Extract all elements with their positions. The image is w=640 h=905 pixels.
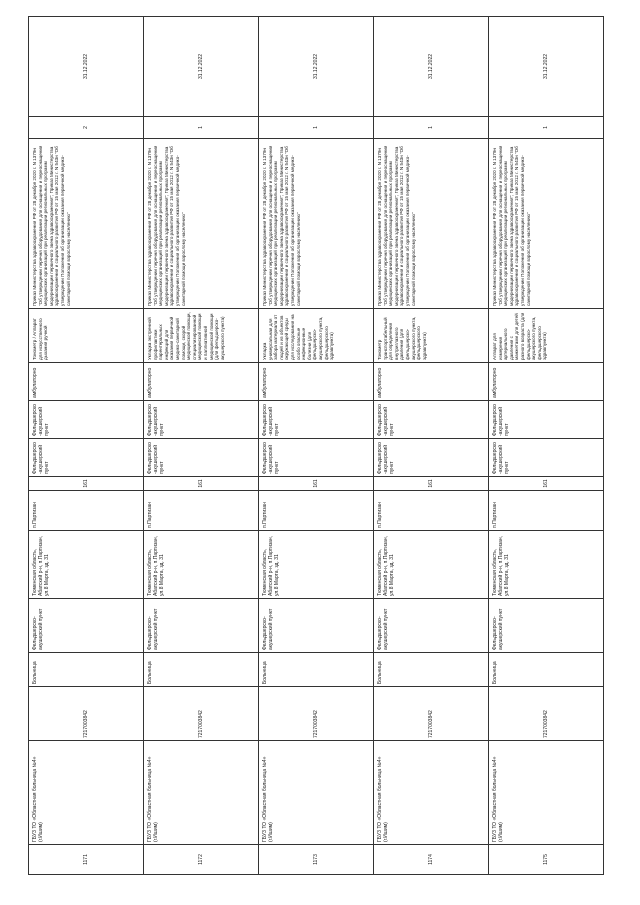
unit-name-2: Фельдшерско-акушерский пункт bbox=[374, 401, 489, 439]
address-cell: Тюменская область, Абатский р-н, п.Партизан, ул.8 Марта, зд. 31 bbox=[259, 531, 374, 599]
unit-name: Фельдшерско-акушерский пункт bbox=[29, 599, 144, 653]
equipment-name: Тонометр транспортабельный для определения внутриглазного давления (для фельдшерско-акушерского пункта, фельдшерского здравпункта) bbox=[374, 309, 489, 363]
address-cell: Тюменская область, Абатский р-н, п.Партизан, ул.8 Марта, зд. 31 bbox=[489, 531, 604, 599]
code-cell: 161 bbox=[29, 477, 144, 491]
table-row bbox=[489, 17, 604, 875]
unit-name: Фельдшерско-акушерский пункт bbox=[259, 599, 374, 653]
table-row bbox=[259, 17, 374, 875]
date-cell: 31.12.2022 bbox=[29, 17, 144, 117]
code-cell: 161 bbox=[374, 477, 489, 491]
quantity-cell: 2 bbox=[29, 117, 144, 139]
row-number: 1173 bbox=[259, 845, 374, 875]
locality-cell: п.Партизан bbox=[259, 491, 374, 531]
org-type: Больница bbox=[29, 653, 144, 687]
care-form: амбулаторно bbox=[374, 363, 489, 401]
unit-name: Фельдшерско-акушерский пункт bbox=[489, 599, 604, 653]
legal-basis: Приказ Министерства здравоохранения РФ от 28 декабря 2020 г. N 1379н "Об утверждении перечня оборудования для оснащения и переоснащения медицинских организаций при реализации региональных программ модернизации первичного звена здравоохранения"; Приказ Министерства здравоохранения и социального развития РФ от 15 мая 2012 г. N 543н "Об утверждении Положения об организации оказания первичной медико-санитарной помощи взрослому населению" bbox=[374, 139, 489, 309]
code-cell: 161 bbox=[259, 477, 374, 491]
row-number: 1172 bbox=[144, 845, 259, 875]
address-cell: Тюменская область, Абатский р-н, п.Партизан, ул.8 Марта, зд. 31 bbox=[29, 531, 144, 599]
organization-name: ГБУЗ ТО «Областная больница №4» (г.Ишим) bbox=[489, 741, 604, 845]
equipment-table bbox=[28, 16, 604, 875]
org-type: Больница bbox=[259, 653, 374, 687]
quantity-cell: 1 bbox=[489, 117, 604, 139]
unit-name-1: Фельдшерско-акушерский пункт bbox=[29, 439, 144, 477]
legal-basis: Приказ Министерства здравоохранения РФ от 28 декабря 2020 г. N 1379н "Об утверждении перечня оборудования для оснащения и переоснащения медицинских организаций при реализации региональных программ модернизации первичного звена здравоохранения"; Приказ Министерства здравоохранения и социального развития РФ от 15 мая 2012 г. N 543н "Об утверждении Положения об организации оказания первичной медико-санитарной помощи взрослому населению" bbox=[259, 139, 374, 309]
locality-cell: п.Партизан bbox=[29, 491, 144, 531]
unit-name-1: Фельдшерско-акушерский пункт bbox=[374, 439, 489, 477]
org-type: Больница bbox=[144, 653, 259, 687]
date-cell: 31.12.2022 bbox=[144, 17, 259, 117]
table-row bbox=[374, 17, 489, 875]
date-cell: 31.12.2022 bbox=[374, 17, 489, 117]
equipment-name: Укладка универсальная для забора материала от людей и из объектов окружающей среды для исследования на особо опасные инфекционные болезни (для фельдшерско-акушерского пункта, фельдшерского здравпункта) bbox=[259, 309, 374, 363]
equipment-name: Укладка экстренной профилактики парентеральных инфекций для оказания первичной медико-санитарной помощи, скорой медицинской помощи, специализированной медицинской помощи и паллиативной медицинской помощи (для фельдшерско-акушерского пункта) bbox=[144, 309, 259, 363]
equipment-name: Тонометр / Аппарат для искусственного дыхания ручной bbox=[29, 309, 144, 363]
legal-basis: Приказ Министерства здравоохранения РФ от 28 декабря 2020 г. N 1379н "Об утверждении перечня оборудования для оснащения и переоснащения медицинских организаций при реализации региональных программ модернизации первичного звена здравоохранения"; Приказ Министерства здравоохранения и социального развития РФ от 15 мая 2012 г. N 543н "Об утверждении Положения об организации оказания первичной медико-санитарной помощи взрослому населению" bbox=[144, 139, 259, 309]
row-number: 1175 bbox=[489, 845, 604, 875]
care-form: амбулаторно bbox=[259, 363, 374, 401]
unit-name-2: Фельдшерско-акушерский пункт bbox=[259, 401, 374, 439]
unit-name: Фельдшерско-акушерский пункт bbox=[144, 599, 259, 653]
table-row bbox=[29, 17, 144, 875]
locality-cell: п.Партизан bbox=[374, 491, 489, 531]
care-form: амбулаторно bbox=[29, 363, 144, 401]
unit-name-1: Фельдшерско-акушерский пункт bbox=[259, 439, 374, 477]
care-form: амбулаторно bbox=[489, 363, 604, 401]
care-form: амбулаторно bbox=[144, 363, 259, 401]
inn-cell: 7217003842 bbox=[489, 687, 604, 741]
equipment-name: Аппарат для измерения артериального давления с манжетами для детей разного возраста (для фельдшерско-акушерского пункта, фельдшерского здравпункта) bbox=[489, 309, 604, 363]
org-type: Больница bbox=[374, 653, 489, 687]
quantity-cell: 1 bbox=[144, 117, 259, 139]
quantity-cell: 1 bbox=[374, 117, 489, 139]
row-number: 1174 bbox=[374, 845, 489, 875]
code-cell: 161 bbox=[489, 477, 604, 491]
unit-name-2: Фельдшерско-акушерский пункт bbox=[489, 401, 604, 439]
locality-cell: п.Партизан bbox=[489, 491, 604, 531]
unit-name: Фельдшерско-акушерский пункт bbox=[374, 599, 489, 653]
inn-cell: 7217003842 bbox=[29, 687, 144, 741]
table-row bbox=[144, 17, 259, 875]
organization-name: ГБУЗ ТО «Областная больница №4» (г.Ишим) bbox=[144, 741, 259, 845]
org-type: Больница bbox=[489, 653, 604, 687]
inn-cell: 7217003842 bbox=[144, 687, 259, 741]
row-number: 1171 bbox=[29, 845, 144, 875]
organization-name: ГБУЗ ТО «Областная больница №4» (г.Ишим) bbox=[259, 741, 374, 845]
inn-cell: 7217003842 bbox=[374, 687, 489, 741]
unit-name-1: Фельдшерско-акушерский пункт bbox=[489, 439, 604, 477]
date-cell: 31.12.2022 bbox=[489, 17, 604, 117]
quantity-cell: 1 bbox=[259, 117, 374, 139]
organization-name: ГБУЗ ТО «Областная больница №4» (г.Ишим) bbox=[374, 741, 489, 845]
unit-name-2: Фельдшерско-акушерский пункт bbox=[29, 401, 144, 439]
organization-name: ГБУЗ ТО «Областная больница №4» (г.Ишим) bbox=[29, 741, 144, 845]
unit-name-1: Фельдшерско-акушерский пункт bbox=[144, 439, 259, 477]
address-cell: Тюменская область, Абатский р-н, п.Партизан, ул.8 Марта, зд. 31 bbox=[144, 531, 259, 599]
locality-cell: п.Партизан bbox=[144, 491, 259, 531]
legal-basis: Приказ Министерства здравоохранения РФ от 28 декабря 2020 г. N 1379н "Об утверждении перечня оборудования для оснащения и переоснащения медицинских организаций при реализации региональных программ модернизации первичного звена здравоохранения"; Приказ Министерства здравоохранения и социального развития РФ от 15 мая 2012 г. N 543н "Об утверждении Положения об организации оказания первичной медико-санитарной помощи взрослому населению" bbox=[29, 139, 144, 309]
legal-basis: Приказ Министерства здравоохранения РФ от 28 декабря 2020 г. N 1379н "Об утверждении перечня оборудования для оснащения и переоснащения медицинских организаций при реализации региональных программ модернизации первичного звена здравоохранения"; Приказ Министерства здравоохранения и социального развития РФ от 15 мая 2012 г. N 543н "Об утверждении Положения об организации оказания первичной медико-санитарной помощи взрослому населению" bbox=[489, 139, 604, 309]
inn-cell: 7217003842 bbox=[259, 687, 374, 741]
unit-name-2: Фельдшерско-акушерский пункт bbox=[144, 401, 259, 439]
code-cell: 161 bbox=[144, 477, 259, 491]
address-cell: Тюменская область, Абатский р-н, п.Партизан, ул.8 Марта, зд. 31 bbox=[374, 531, 489, 599]
date-cell: 31.12.2022 bbox=[259, 17, 374, 117]
